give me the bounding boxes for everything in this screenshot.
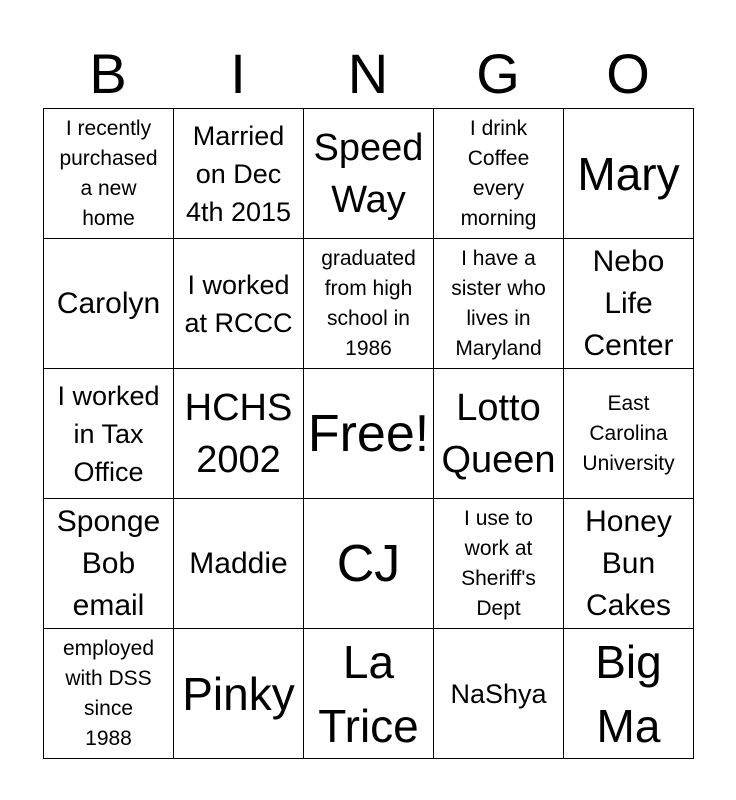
- board-row-1: [44, 109, 694, 239]
- bingo-cell[interactable]: [44, 109, 174, 239]
- cell-text: I worked in Tax Office: [57, 380, 160, 487]
- bingo-cell[interactable]: [564, 629, 694, 759]
- bingo-cell[interactable]: [434, 369, 564, 499]
- bingo-cell[interactable]: [434, 109, 564, 239]
- bingo-cell[interactable]: [44, 499, 174, 629]
- bingo-cell[interactable]: [174, 629, 304, 759]
- cell-text: Nebo Life Center: [583, 244, 674, 362]
- header-letter-o: O: [606, 42, 650, 105]
- cell-text: I recently purchased a new home: [59, 116, 158, 230]
- free-space-text: Free!: [307, 404, 430, 463]
- bingo-header: [43, 40, 693, 108]
- bingo-cell[interactable]: [564, 239, 694, 369]
- cell-text: Maddie: [189, 546, 288, 580]
- header-letter-n: N: [347, 42, 389, 105]
- bingo-cell[interactable]: [564, 499, 694, 629]
- bingo-cell[interactable]: [174, 369, 304, 499]
- cell-text: employed with DSS since 1988: [62, 636, 155, 750]
- bingo-cell[interactable]: [174, 499, 304, 629]
- cell-text: Pinky: [182, 667, 295, 720]
- cell-text: Mary: [577, 147, 680, 200]
- cell-text: HCHS 2002: [184, 386, 293, 481]
- cell-text: Married on Dec 4th 2015: [185, 120, 292, 227]
- bingo-cell[interactable]: [44, 369, 174, 499]
- header-letter-i: I: [230, 42, 246, 105]
- cell-text: I have a sister who lives in Maryland: [451, 246, 546, 360]
- bingo-cell[interactable]: [304, 629, 434, 759]
- board-row-5: [44, 629, 694, 759]
- cell-text: East Carolina University: [582, 391, 675, 475]
- bingo-cell[interactable]: [434, 239, 564, 369]
- board-row-3: [44, 369, 694, 499]
- bingo-cell[interactable]: [564, 109, 694, 239]
- header-letter-b: B: [89, 42, 127, 105]
- cell-text: CJ: [336, 534, 401, 593]
- bingo-cell[interactable]: [564, 369, 694, 499]
- cell-text: Sponge Bob email: [56, 504, 161, 622]
- cell-text: Speed Way: [313, 126, 424, 221]
- board-row-2: [44, 239, 694, 369]
- header-letter-g: G: [476, 42, 520, 105]
- bingo-cell[interactable]: [174, 239, 304, 369]
- bingo-cell[interactable]: [304, 239, 434, 369]
- cell-text: La Trice: [318, 635, 419, 752]
- cell-text: Carolyn: [56, 286, 161, 320]
- cell-text: graduated from high school in 1986: [321, 246, 416, 360]
- cell-text: I worked at RCCC: [184, 269, 293, 338]
- bingo-cell[interactable]: [434, 629, 564, 759]
- bingo-board: [43, 108, 694, 759]
- bingo-cell[interactable]: [174, 109, 304, 239]
- bingo-cell[interactable]: [434, 499, 564, 629]
- cell-text: NaShya: [450, 678, 547, 709]
- cell-text: Lotto Queen: [441, 386, 556, 481]
- bingo-cell[interactable]: [304, 499, 434, 629]
- cell-text: I drink Coffee every morning: [460, 116, 537, 230]
- cell-text: Honey Bun Cakes: [585, 504, 672, 622]
- cell-text: Big Ma: [595, 635, 662, 752]
- bingo-cell[interactable]: [44, 629, 174, 759]
- cell-text: I use to work at Sheriff's Dept: [461, 506, 536, 620]
- board-row-4: [44, 499, 694, 629]
- free-space-cell[interactable]: [304, 369, 434, 499]
- bingo-cell[interactable]: [304, 109, 434, 239]
- bingo-cell[interactable]: [44, 239, 174, 369]
